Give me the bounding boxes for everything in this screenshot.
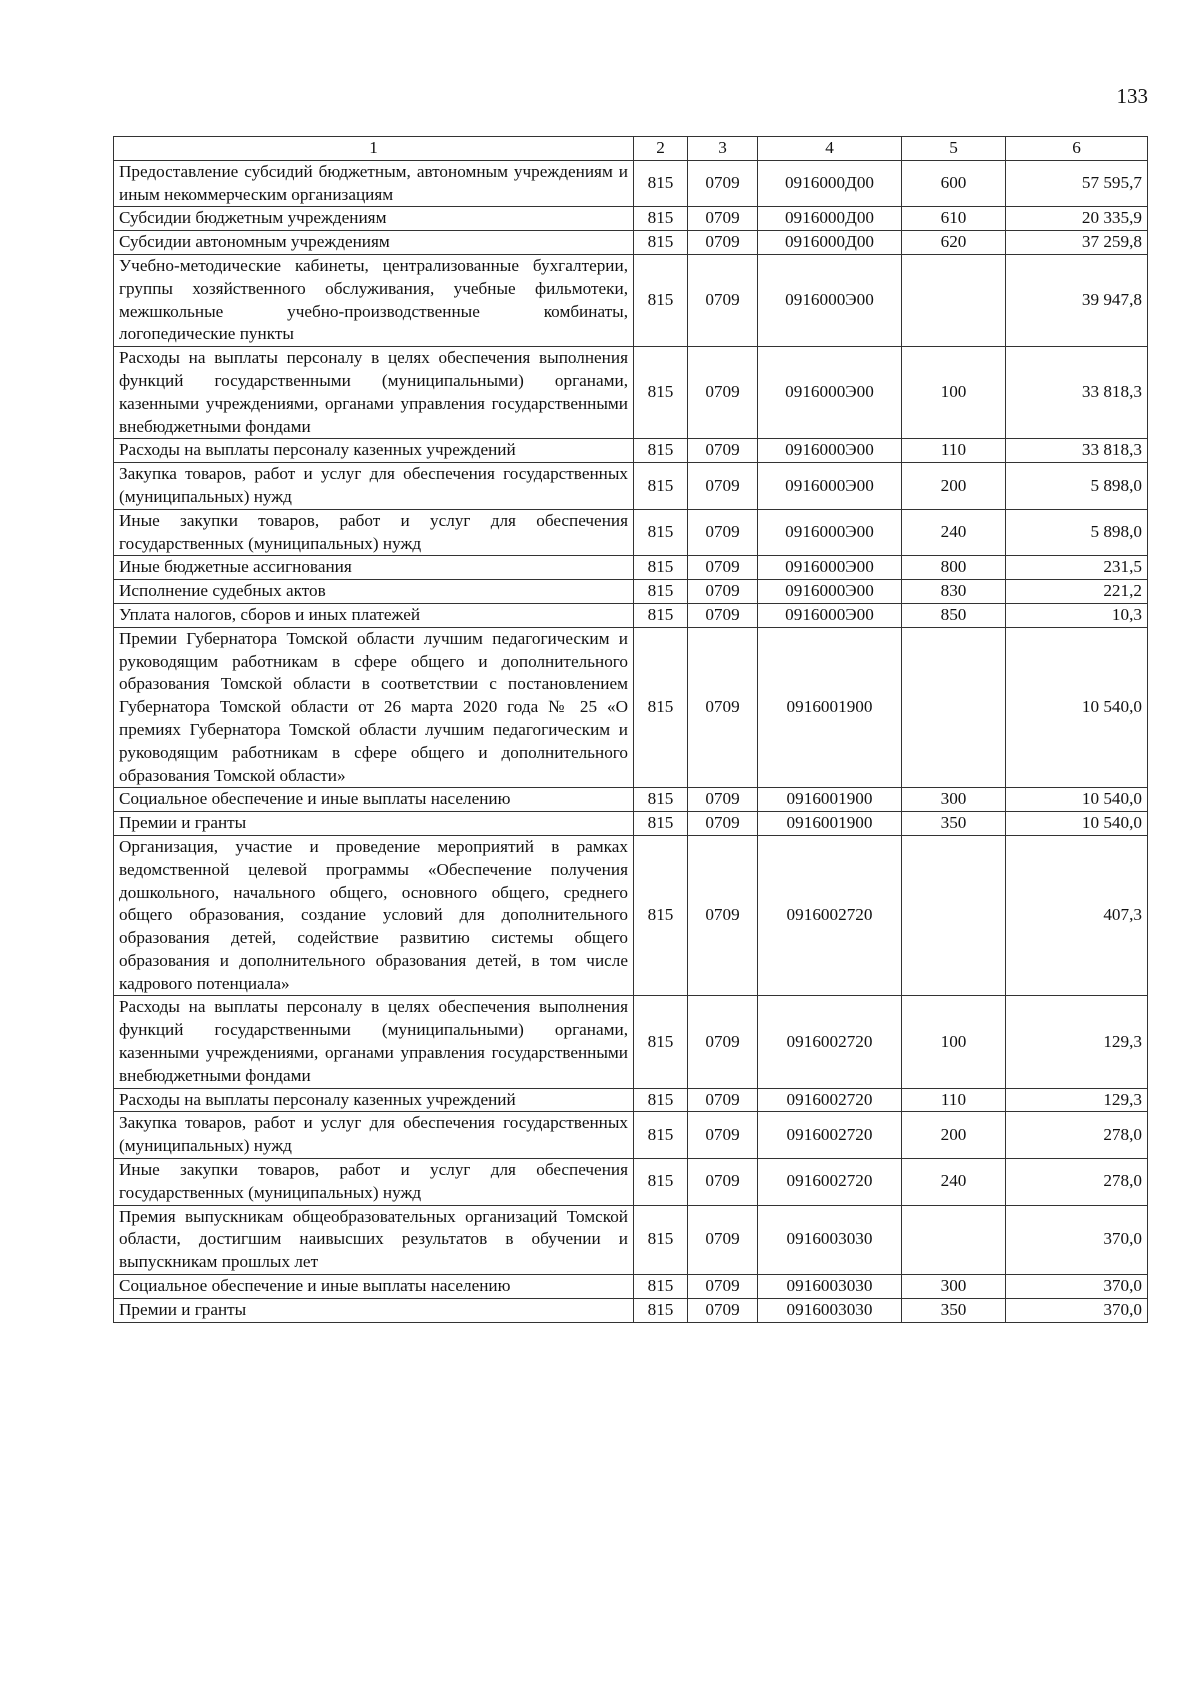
row-amount: 278,0 [1006,1112,1148,1159]
row-amount: 370,0 [1006,1205,1148,1274]
column-header-2: 2 [634,137,688,161]
row-target-code: 0916000Э00 [758,556,902,580]
row-section-code: 0709 [688,439,758,463]
row-target-code: 0916000Д00 [758,207,902,231]
row-name: Организация, участие и проведение мероприятий в рамках ведомственной целевой программы «Обеспечение получения дошкольного, начального общего, основного общего, среднего общего образования, создание условий для дополнительного образования детей, содействие развитию системы общего образования и дополнительного образования детей, в том числе кадрового потенциала» [114,835,634,996]
row-admin-code: 815 [634,603,688,627]
row-amount: 10 540,0 [1006,627,1148,788]
table-row [114,556,1148,580]
row-target-code: 0916000Д00 [758,231,902,255]
row-target-code: 0916000Э00 [758,439,902,463]
row-target-code: 0916002720 [758,1159,902,1206]
row-name: Расходы на выплаты персоналу казенных учреждений [114,1088,634,1112]
row-target-code: 0916001900 [758,627,902,788]
row-target-code: 0916002720 [758,835,902,996]
row-expense-type: 300 [902,788,1006,812]
table-row [114,788,1148,812]
row-admin-code: 815 [634,580,688,604]
row-section-code: 0709 [688,627,758,788]
row-target-code: 0916003030 [758,1275,902,1299]
table-row [114,835,1148,996]
row-name: Исполнение судебных актов [114,580,634,604]
row-target-code: 0916000Д00 [758,160,902,207]
row-target-code: 0916000Э00 [758,603,902,627]
table-row [114,347,1148,439]
row-target-code: 0916000Э00 [758,254,902,346]
row-name: Премии и гранты [114,1298,634,1322]
row-amount: 20 335,9 [1006,207,1148,231]
row-name: Социальное обеспечение и иные выплаты населению [114,788,634,812]
row-section-code: 0709 [688,1298,758,1322]
row-target-code: 0916003030 [758,1205,902,1274]
row-name: Закупка товаров, работ и услуг для обеспечения государственных (муниципальных) нужд [114,463,634,510]
table-row [114,580,1148,604]
row-admin-code: 815 [634,1112,688,1159]
row-admin-code: 815 [634,996,688,1088]
row-expense-type: 850 [902,603,1006,627]
column-header-5: 5 [902,137,1006,161]
row-section-code: 0709 [688,580,758,604]
row-admin-code: 815 [634,207,688,231]
row-name: Премии Губернатора Томской области лучшим педагогическим и руководящим работникам в сфере общего и дополнительного образования Томской области в соответствии с постановлением Губернатора Томской области от 26 марта 2020 года № 25 «О премиях Губернатора Томской области лучшим педагогическим и руководящим работникам в сфере общего и дополнительного образования Томской области» [114,627,634,788]
row-target-code: 0916001900 [758,812,902,836]
row-name: Учебно-методические кабинеты, централизованные бухгалтерии, группы хозяйственного обслуживания, учебные фильмотеки, межшкольные учебно-производственные комбинаты, логопедические пункты [114,254,634,346]
row-name: Расходы на выплаты персоналу в целях обеспечения выполнения функций государственными (муниципальными) органами, казенными учреждениями, органами управления государственными внебюджетными фондами [114,996,634,1088]
table-row [114,160,1148,207]
row-admin-code: 815 [634,1159,688,1206]
row-admin-code: 815 [634,463,688,510]
row-section-code: 0709 [688,603,758,627]
row-name: Иные закупки товаров, работ и услуг для обеспечения государственных (муниципальных) нужд [114,509,634,556]
row-expense-type: 350 [902,1298,1006,1322]
row-expense-type: 100 [902,347,1006,439]
row-amount: 129,3 [1006,1088,1148,1112]
row-name: Субсидии автономным учреждениям [114,231,634,255]
row-name: Социальное обеспечение и иные выплаты населению [114,1275,634,1299]
row-expense-type [902,627,1006,788]
row-amount: 37 259,8 [1006,231,1148,255]
column-header-3: 3 [688,137,758,161]
row-section-code: 0709 [688,160,758,207]
row-target-code: 0916002720 [758,1088,902,1112]
row-target-code: 0916000Э00 [758,463,902,510]
row-amount: 5 898,0 [1006,509,1148,556]
row-expense-type: 100 [902,996,1006,1088]
row-name: Предоставление субсидий бюджетным, автономным учреждениям и иным некоммерческим организациям [114,160,634,207]
table-row [114,627,1148,788]
row-expense-type: 110 [902,1088,1006,1112]
row-target-code: 0916001900 [758,788,902,812]
row-admin-code: 815 [634,556,688,580]
row-amount: 33 818,3 [1006,347,1148,439]
row-amount: 129,3 [1006,996,1148,1088]
table-row [114,812,1148,836]
row-name: Иные закупки товаров, работ и услуг для обеспечения государственных (муниципальных) нужд [114,1159,634,1206]
row-name: Уплата налогов, сборов и иных платежей [114,603,634,627]
row-section-code: 0709 [688,509,758,556]
row-section-code: 0709 [688,231,758,255]
row-section-code: 0709 [688,835,758,996]
row-expense-type: 600 [902,160,1006,207]
row-expense-type: 620 [902,231,1006,255]
column-header-1: 1 [114,137,634,161]
row-target-code: 0916002720 [758,1112,902,1159]
row-name: Расходы на выплаты персоналу в целях обеспечения выполнения функций государственными (муниципальными) органами, казенными учреждениями, органами управления государственными внебюджетными фондами [114,347,634,439]
table-row [114,231,1148,255]
row-expense-type: 240 [902,1159,1006,1206]
row-amount: 57 595,7 [1006,160,1148,207]
row-expense-type: 610 [902,207,1006,231]
table-row [114,463,1148,510]
row-name: Расходы на выплаты персоналу казенных учреждений [114,439,634,463]
row-amount: 370,0 [1006,1298,1148,1322]
row-expense-type [902,1205,1006,1274]
table-row [114,996,1148,1088]
row-amount: 231,5 [1006,556,1148,580]
row-section-code: 0709 [688,463,758,510]
table-body [114,160,1148,1322]
row-target-code: 0916003030 [758,1298,902,1322]
row-section-code: 0709 [688,812,758,836]
row-amount: 278,0 [1006,1159,1148,1206]
row-name: Закупка товаров, работ и услуг для обеспечения государственных (муниципальных) нужд [114,1112,634,1159]
row-section-code: 0709 [688,788,758,812]
row-name: Премии и гранты [114,812,634,836]
row-amount: 10,3 [1006,603,1148,627]
table-row [114,1205,1148,1274]
row-section-code: 0709 [688,254,758,346]
row-admin-code: 815 [634,1088,688,1112]
row-admin-code: 815 [634,1205,688,1274]
row-amount: 10 540,0 [1006,788,1148,812]
table-header [114,137,1148,161]
row-admin-code: 815 [634,835,688,996]
row-section-code: 0709 [688,1112,758,1159]
row-name: Премия выпускникам общеобразовательных организаций Томской области, достигшим наивысших результатов в обучении и выпускникам прошлых лет [114,1205,634,1274]
row-admin-code: 815 [634,254,688,346]
page-number: 133 [1116,84,1148,108]
row-expense-type: 800 [902,556,1006,580]
row-admin-code: 815 [634,509,688,556]
row-section-code: 0709 [688,1088,758,1112]
table-row [114,207,1148,231]
row-name: Субсидии бюджетным учреждениям [114,207,634,231]
row-target-code: 0916002720 [758,996,902,1088]
row-name: Иные бюджетные ассигнования [114,556,634,580]
row-amount: 10 540,0 [1006,812,1148,836]
row-section-code: 0709 [688,556,758,580]
table-row [114,509,1148,556]
column-header-6: 6 [1006,137,1148,161]
row-admin-code: 815 [634,1275,688,1299]
row-expense-type: 300 [902,1275,1006,1299]
row-amount: 221,2 [1006,580,1148,604]
row-expense-type: 200 [902,1112,1006,1159]
row-amount: 370,0 [1006,1275,1148,1299]
row-expense-type: 240 [902,509,1006,556]
row-expense-type: 830 [902,580,1006,604]
row-section-code: 0709 [688,1205,758,1274]
table-row [114,1275,1148,1299]
row-admin-code: 815 [634,347,688,439]
row-expense-type: 200 [902,463,1006,510]
row-target-code: 0916000Э00 [758,509,902,556]
table-row [114,603,1148,627]
table-row [114,1112,1148,1159]
row-admin-code: 815 [634,160,688,207]
table-row [114,254,1148,346]
row-section-code: 0709 [688,207,758,231]
table-row [114,439,1148,463]
table-row [114,1159,1148,1206]
row-target-code: 0916000Э00 [758,347,902,439]
row-admin-code: 815 [634,788,688,812]
row-expense-type [902,835,1006,996]
row-expense-type: 350 [902,812,1006,836]
column-header-4: 4 [758,137,902,161]
row-expense-type [902,254,1006,346]
row-target-code: 0916000Э00 [758,580,902,604]
row-amount: 39 947,8 [1006,254,1148,346]
row-amount: 33 818,3 [1006,439,1148,463]
row-admin-code: 815 [634,231,688,255]
budget-table [113,136,1148,1323]
table-row [114,1298,1148,1322]
row-amount: 407,3 [1006,835,1148,996]
header-row [114,137,1148,161]
row-section-code: 0709 [688,1159,758,1206]
row-admin-code: 815 [634,1298,688,1322]
row-section-code: 0709 [688,996,758,1088]
row-section-code: 0709 [688,1275,758,1299]
row-expense-type: 110 [902,439,1006,463]
row-amount: 5 898,0 [1006,463,1148,510]
row-admin-code: 815 [634,439,688,463]
row-admin-code: 815 [634,812,688,836]
table-row [114,1088,1148,1112]
row-admin-code: 815 [634,627,688,788]
row-section-code: 0709 [688,347,758,439]
